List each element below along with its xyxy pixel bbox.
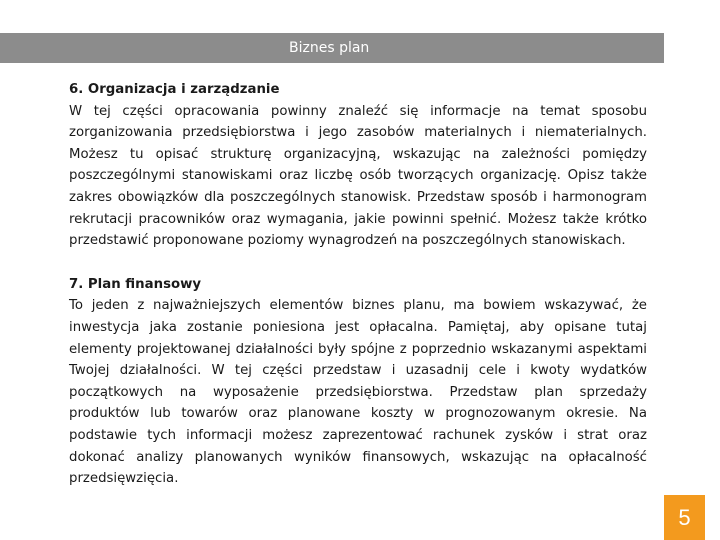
section-financial-plan <box>69 274 647 490</box>
page-number-badge: 5 <box>664 495 705 540</box>
section-organization <box>69 79 647 252</box>
section-heading: 7. Plan finansowy <box>69 276 202 292</box>
section-heading: 6. Organizacja i zarządzanie <box>69 82 280 97</box>
page-title: Biznes plan <box>289 40 370 56</box>
section-body: W tej części opracowania powinny znaleźć się informacje na temat sposobu zorganizowania przedsiębiorstwa i jego zasobów materialnych i niematerialnych. Możesz tu opisać strukturę organizacyjną, wskazując na zależności pomiędzy poszczególnymi stanowiskami oraz liczbę osób tworzących organizację. Opisz także zakres obowiązków dla poszczególnych stanowisk. Przedstaw sposób i harmonogram rekrutacji pracowników oraz wymagania, jakie powinni spełnić. Możesz także krótko przedstawić proponowane poziomy wynagrodzeń na poszczególnych stanowiskach. <box>69 103 647 249</box>
header-bar <box>0 33 664 63</box>
document-content <box>69 79 647 490</box>
section-body: To jeden z najważniejszych elementów biznes planu, ma bowiem wskazywać, że inwestycja jaka zostanie poniesiona jest opłacalna. Pamiętaj, aby opisane tutaj elementy projektowanej działalności były spójne z poprzednio wskazanymi aspektami Twojej działalności. W tej części przedstaw i uzasadnij cele i kwoty wydatków początkowych na wyposażenie przedsiębiorstwa. Przedstaw plan sprzedaży produktów lub towarów oraz planowane koszty w prognozowanym okresie. Na podstawie tych informacji możesz zaprezentować rachunek zysków i strat oraz dokonać analizy planowanych wyników finansowych, wskazując na opłacalność przedsięwzięcia. <box>69 298 647 487</box>
